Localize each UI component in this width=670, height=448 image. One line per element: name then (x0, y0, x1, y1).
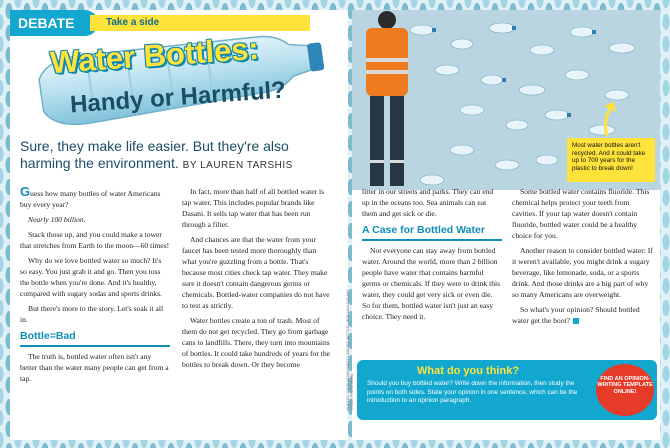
divider (362, 239, 502, 241)
paragraph: In fact, more than half of all bottled water is tap water. This includes popular brands like Dasani. It sells tap water that has been run through a filter. (182, 187, 325, 229)
article-column-4 (512, 186, 654, 330)
hero (10, 26, 330, 126)
paragraph: Guess how many bottles of water Americans buy every year? (20, 184, 161, 209)
subhead: Bottle=Bad (20, 330, 76, 342)
page-title-line1: Water Bottles: (48, 30, 260, 81)
paragraph: The truth is, bottled water often isn't any better than the water many people can get from a tap. (20, 351, 169, 383)
deck-text: Sure, they make life easier. But they're also harming the environment. (20, 138, 289, 171)
page-title-line2: Handy or Harmful? (69, 76, 287, 119)
paragraph: Why do we love bottled water so much? It's so easy. You just grab it and go. Then you toss the bottle when you're done. And it's healthy, compared with sugary sodas and sports drinks. (20, 256, 162, 298)
think-box-title: What do you think? (417, 365, 520, 377)
paragraph: And chances are that the water from your faucet has been tested more thoroughly than what you're guzzling from a bottle. That's because most cities check tap water. They make sure it doesn't contain dangerous germs or chemicals. Bottled-water companies do not have to test as strictly. (182, 235, 330, 310)
article-column-1 (20, 186, 170, 388)
article-column-3 (362, 186, 502, 326)
paragraph: Not everyone can stay away from bottled water. Around the world, more than 2 billion people have water that contains harmful germs or chemicals. If they were to drink this water, they could get very sick or even die. So for them, bottled water isn't just an easy choice. They need it. (362, 245, 501, 321)
paragraph: Stack those up, and you could make a tower that stretches from Earth to the moon—60 times! (20, 230, 170, 250)
end-mark-icon (573, 318, 579, 324)
section-badge: DEBATE (10, 10, 98, 36)
divider (20, 345, 170, 347)
paragraph: Another reason to consider bottled water: If it weren't available, you might drink a sugary beverage, like lemonade, soda, or a sports drink. And those drinks are a big part of why so many Americans are overweight. (512, 246, 653, 299)
paragraph: Water bottles create a ton of trash. Most of them do not get recycled. They go from garbage cans to landfills. There, they turn into mountains of bottles. It could take hundreds of years for the bottles to break down. Or they become (182, 316, 331, 369)
think-box-body: Should you buy bottled water? Write down the information, then study the points on both sides. State your opinion in one sentence, which can be the introduction to an opinion paragraph. (367, 380, 578, 405)
article-column-2 (182, 186, 332, 374)
template-online-badge[interactable]: FIND AN OPINION-WRITING TEMPLATE ONLINE! (596, 364, 654, 416)
drop-cap: G (20, 184, 31, 199)
photo-credit: PHOTOS: DAVID MCNEW/GETTY IMAGES (BOTTLE); ROB WALLS/ALAMY STOCK PHOTO (MAN) (346, 289, 354, 410)
paragraph: So what's your opinion? Should bottled water get the boot? (512, 305, 640, 325)
subhead: A Case for Bottled Water (362, 224, 485, 236)
byline: BY LAUREN TARSHIS (182, 160, 293, 171)
paragraph: But there's more to the story. Let's soak it all in. (20, 304, 164, 324)
paragraph: Nearly 100 billion. (28, 215, 86, 224)
deck (20, 138, 340, 174)
photo-callout: Most water bottles aren't recycled. And it could take up to 700 years for the plastic to break down! (567, 138, 655, 182)
section-tag: Take a side (90, 15, 310, 31)
paragraph: Some bottled water contains fluoride. This chemical helps protect your teeth from cavities. If your tap water doesn't contain fluoride, bottled water could be a healthy choice for you. (512, 187, 650, 240)
paragraph: litter in our streets and parks. They can end up in the oceans too. Sea animals can eat them and get sick or die. (362, 187, 494, 218)
